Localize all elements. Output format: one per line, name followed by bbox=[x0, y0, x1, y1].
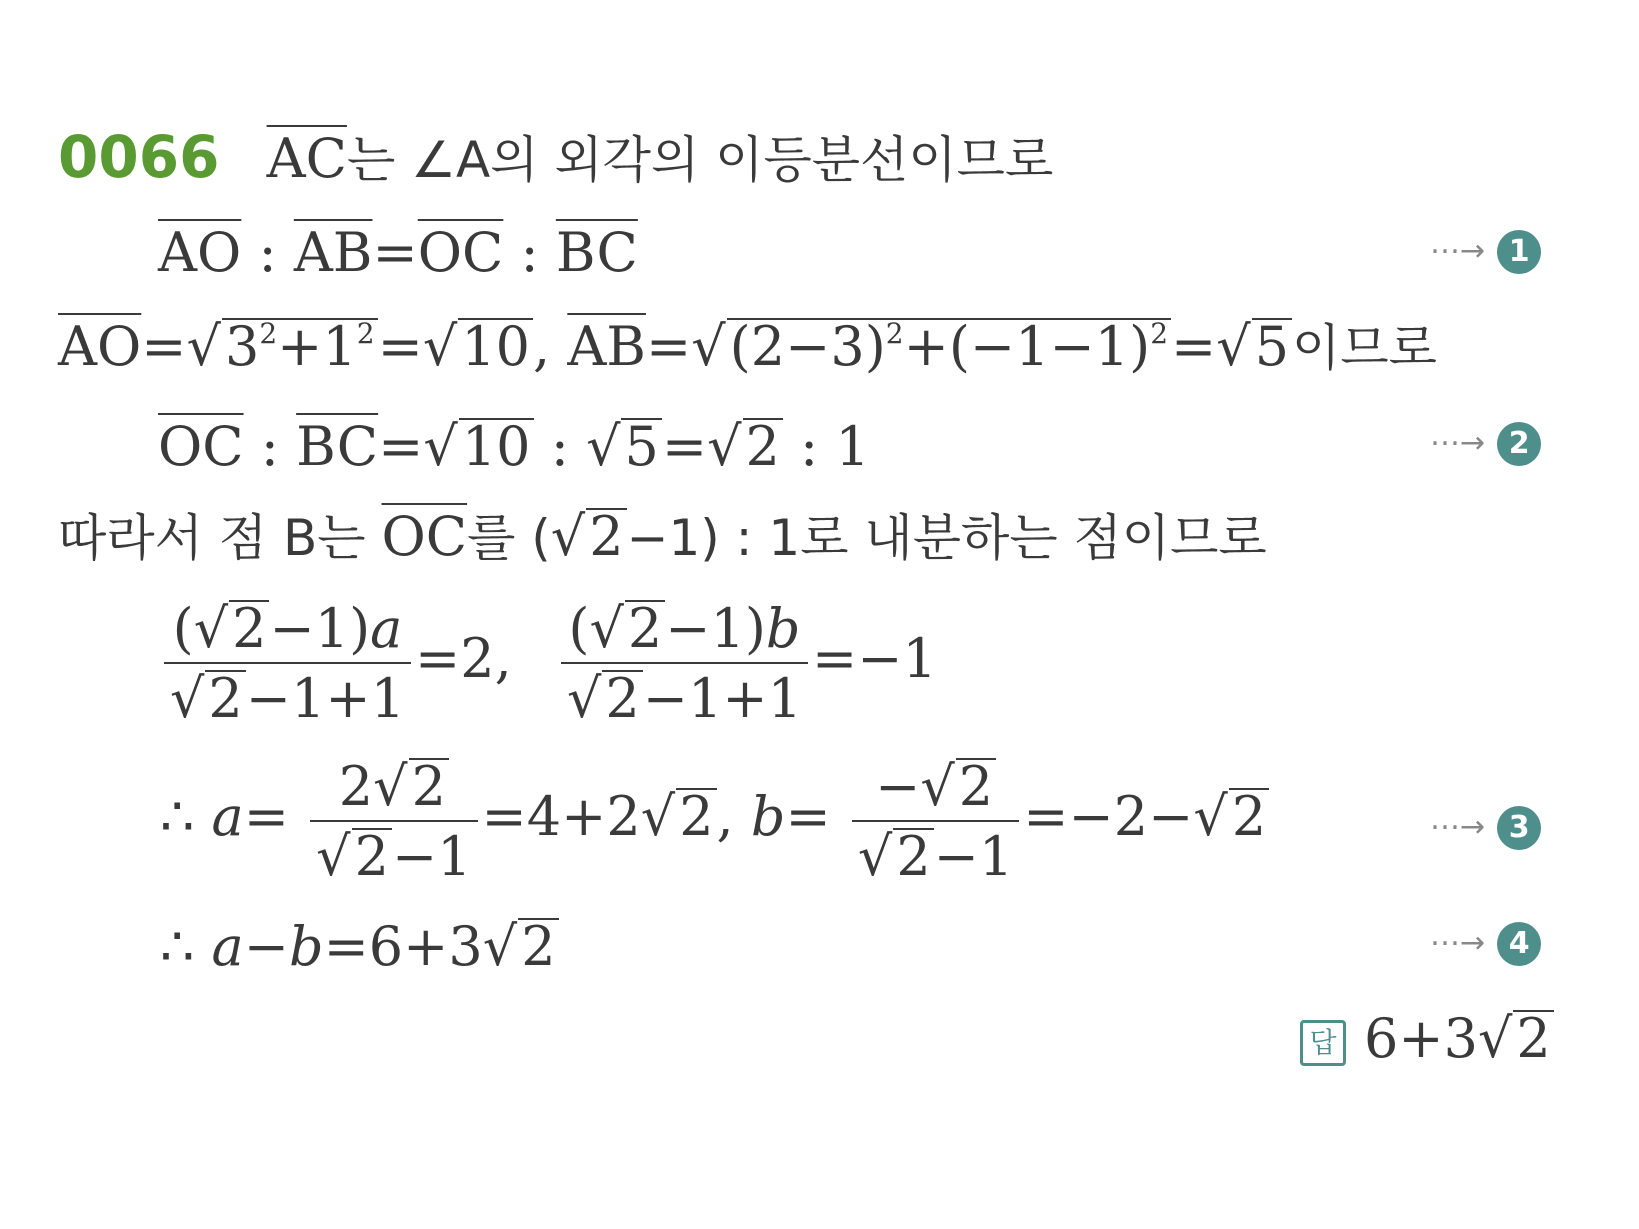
sqrt: √10 bbox=[423, 318, 533, 374]
equals: = bbox=[646, 315, 692, 378]
segment-ao: $\overline{AO}$ bbox=[58, 315, 142, 378]
problem-number: 0066 bbox=[58, 123, 220, 191]
line-5 bbox=[58, 505, 1267, 568]
fraction-a bbox=[164, 597, 411, 730]
paren: ( bbox=[568, 597, 590, 660]
sqrt: √10 bbox=[423, 418, 533, 474]
minus: − bbox=[875, 755, 921, 818]
exponent: 2 bbox=[356, 317, 375, 350]
sqrt: √2 bbox=[641, 788, 717, 844]
rhs-2: =−1 bbox=[811, 627, 937, 690]
step-marker-1 bbox=[1430, 230, 1541, 274]
rhs-1: =2, bbox=[415, 627, 512, 690]
comma: , bbox=[532, 315, 568, 378]
line-3 bbox=[58, 315, 1437, 378]
sqrt: √2 bbox=[567, 670, 643, 726]
segment-ab: $\overline{AB}$ bbox=[293, 221, 373, 284]
sqrt: √2 bbox=[170, 670, 246, 726]
denominator bbox=[561, 662, 808, 730]
equals: = bbox=[372, 221, 418, 284]
coef: 2 bbox=[338, 755, 374, 818]
radicand: 2 bbox=[743, 418, 783, 474]
line-1 bbox=[58, 123, 1054, 191]
radicand: 2 bbox=[676, 788, 716, 844]
radicand: 2 bbox=[205, 670, 245, 726]
line-4 bbox=[158, 415, 870, 478]
fraction-a-value bbox=[310, 755, 477, 888]
line-2 bbox=[158, 221, 638, 284]
radicand: 2 bbox=[1229, 788, 1269, 844]
marker-arrow: ⋯→ bbox=[1430, 809, 1486, 845]
marker-arrow: ⋯→ bbox=[1430, 925, 1486, 961]
term: −1) bbox=[269, 597, 371, 660]
equals: = bbox=[661, 415, 708, 478]
step-number: 3 bbox=[1497, 806, 1541, 850]
numerator bbox=[869, 755, 1002, 820]
term: −1 bbox=[933, 825, 1014, 888]
paren: ( bbox=[172, 597, 194, 660]
radicand: 2 bbox=[409, 758, 449, 814]
term: −1+1 bbox=[642, 667, 802, 730]
marker-arrow: ⋯→ bbox=[1430, 425, 1486, 461]
segment-bc: $\overline{BC}$ bbox=[296, 415, 379, 478]
radicand: 5 bbox=[1252, 318, 1292, 374]
fraction-b bbox=[561, 597, 808, 730]
sqrt: √2 bbox=[194, 600, 270, 656]
segment-oc: $\overline{OC}$ bbox=[158, 415, 244, 478]
denominator bbox=[164, 662, 411, 730]
answer-icon: 답 bbox=[1300, 1020, 1346, 1066]
equals: = bbox=[141, 315, 187, 378]
segment-ao: $\overline{AO}$ bbox=[158, 221, 242, 284]
numerator bbox=[167, 597, 409, 662]
equals: = bbox=[785, 785, 831, 848]
radicand-term: +1 bbox=[277, 315, 357, 378]
segment-bc: $\overline{BC}$ bbox=[555, 221, 638, 284]
term: −1 bbox=[391, 825, 472, 888]
radicand-term: (2−3) bbox=[729, 315, 886, 378]
minus: − bbox=[243, 915, 289, 978]
one: 1 bbox=[835, 415, 870, 478]
radicand-term: +(−1−1) bbox=[903, 315, 1151, 378]
var-b: b bbox=[288, 915, 324, 978]
radicand: 2 bbox=[625, 600, 665, 656]
sqrt: √2 bbox=[1478, 1010, 1554, 1066]
sqrt: $√(2-3)^2+(-1-1)^2$ bbox=[691, 318, 1171, 374]
term: −1+1 bbox=[245, 667, 405, 730]
step-marker-4 bbox=[1430, 922, 1541, 966]
exponent: 2 bbox=[885, 317, 904, 350]
radicand: 2 bbox=[893, 828, 933, 884]
var-a: a bbox=[211, 785, 244, 848]
equals: = bbox=[378, 415, 424, 478]
colon: : bbox=[503, 221, 556, 284]
sqrt: √2 bbox=[1193, 788, 1269, 844]
radicand: 2 bbox=[518, 918, 558, 974]
denominator bbox=[852, 820, 1019, 888]
sqrt: √2 bbox=[707, 418, 783, 474]
radicand: 10 bbox=[459, 418, 534, 474]
numerator bbox=[562, 597, 806, 662]
equals: = bbox=[1171, 315, 1217, 378]
answer-line bbox=[1300, 1007, 1554, 1070]
comma: , bbox=[716, 785, 751, 848]
result: =6+3 bbox=[323, 915, 483, 978]
step-number: 1 bbox=[1497, 230, 1541, 274]
step-marker-2 bbox=[1430, 422, 1541, 466]
result-a: =4+2 bbox=[481, 785, 641, 848]
step-number: 4 bbox=[1497, 922, 1541, 966]
radicand: 2 bbox=[352, 828, 392, 884]
step-marker-3 bbox=[1430, 806, 1541, 850]
line5-mid: 를 ( bbox=[467, 509, 551, 567]
colon: : bbox=[782, 415, 836, 478]
var-b: b bbox=[750, 785, 786, 848]
segment-oc: $\overline{OC}$ bbox=[417, 221, 504, 284]
sqrt: √2 bbox=[551, 508, 627, 564]
answer-text: 6+3 bbox=[1364, 1007, 1478, 1070]
colon: : bbox=[533, 415, 587, 478]
var-a: a bbox=[370, 597, 403, 660]
radicand: 2 bbox=[956, 758, 996, 814]
segment-ac: $\overline{AC}$ bbox=[266, 127, 347, 190]
line5-post: −1) : 1로 내분하는 점이므로 bbox=[626, 509, 1267, 567]
sqrt: $√3^2+1^2$ bbox=[187, 318, 378, 374]
segment-ab: $\overline{AB}$ bbox=[567, 315, 646, 378]
sqrt: √2 bbox=[920, 758, 996, 814]
sqrt: √5 bbox=[586, 418, 662, 474]
colon: : bbox=[241, 221, 294, 284]
sqrt: √2 bbox=[589, 600, 665, 656]
therefore: ∴ bbox=[160, 785, 212, 848]
result-b: =−2− bbox=[1023, 785, 1194, 848]
step-number: 2 bbox=[1497, 422, 1541, 466]
denominator bbox=[310, 820, 477, 888]
line3-tail: 이므로 bbox=[1292, 319, 1437, 377]
sqrt: √5 bbox=[1216, 318, 1292, 374]
radicand: 2 bbox=[602, 670, 642, 726]
radicand: 5 bbox=[621, 418, 661, 474]
radicand: 2 bbox=[586, 508, 626, 564]
var-a: a bbox=[211, 915, 244, 978]
therefore: ∴ bbox=[160, 915, 212, 978]
colon: : bbox=[243, 415, 297, 478]
exponent: 2 bbox=[1150, 317, 1169, 350]
sqrt: √2 bbox=[316, 828, 392, 884]
line5-pre: 따라서 점 B는 bbox=[58, 509, 382, 567]
fraction-b-value bbox=[852, 755, 1019, 888]
exponent: 2 bbox=[259, 317, 278, 350]
sqrt: √2 bbox=[483, 918, 559, 974]
equals: = bbox=[377, 315, 423, 378]
line1-text: 는 ∠A의 외각의 이등분선이므로 bbox=[346, 131, 1054, 189]
marker-arrow: ⋯→ bbox=[1430, 233, 1486, 269]
segment-oc: $\overline{OC}$ bbox=[381, 505, 468, 568]
numerator bbox=[333, 755, 455, 820]
var-b: b bbox=[765, 597, 801, 660]
sqrt: √2 bbox=[858, 828, 934, 884]
line-7 bbox=[160, 755, 1269, 888]
line-8 bbox=[160, 915, 559, 978]
radicand: 10 bbox=[458, 318, 533, 374]
term: −1) bbox=[665, 597, 766, 660]
sqrt: √2 bbox=[373, 758, 449, 814]
equals: = bbox=[243, 785, 289, 848]
radicand: 2 bbox=[1513, 1010, 1553, 1066]
line-6 bbox=[160, 597, 937, 730]
radicand: 2 bbox=[229, 600, 269, 656]
radicand-term: 3 bbox=[224, 315, 260, 378]
